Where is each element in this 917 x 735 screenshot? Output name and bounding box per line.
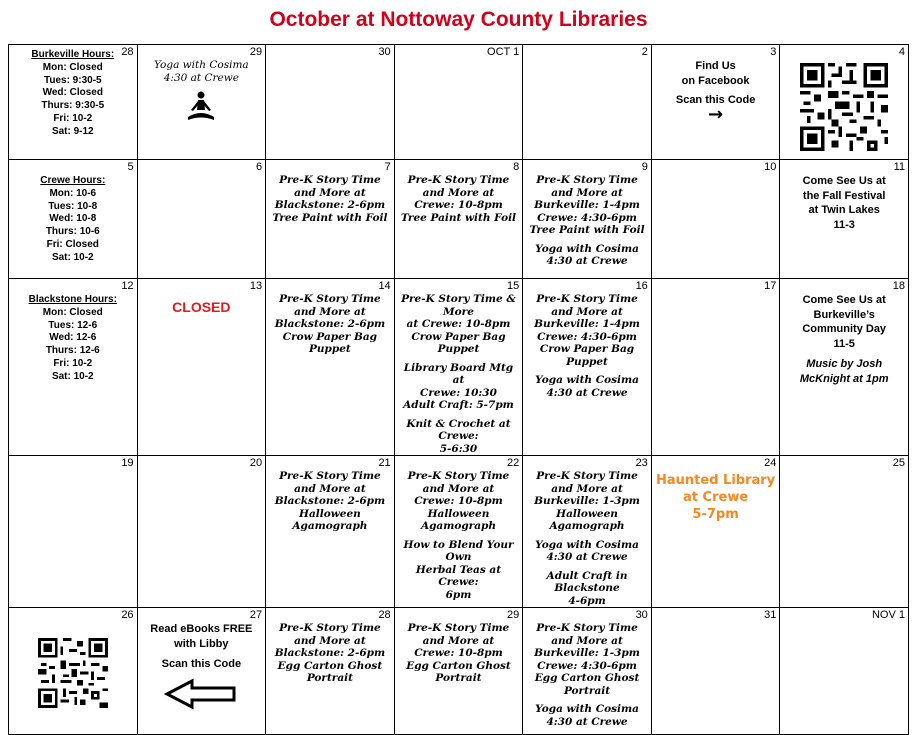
day-number: 31 — [764, 609, 777, 621]
day-cell — [137, 456, 266, 608]
day-cell — [394, 45, 523, 160]
event-line: Halloween Agamograph — [549, 507, 625, 532]
day-number: OCT 1 — [487, 46, 520, 58]
event-line: Crow Paper Bag Puppet — [282, 330, 378, 355]
event-line: Crewe: 4:30-6pm — [537, 330, 637, 343]
day-cell — [394, 456, 523, 608]
day-number: 19 — [121, 457, 134, 469]
event-line: Egg Carton Ghost Portrait — [277, 659, 383, 684]
day-number: 7 — [384, 161, 391, 173]
hours-line: Thurs: 10-6 — [45, 226, 100, 238]
day-number: 18 — [892, 280, 905, 292]
day-cell — [9, 456, 138, 608]
day-number: 4 — [898, 46, 905, 58]
day-cell — [780, 456, 909, 608]
event-line: Come See Us at — [802, 294, 886, 306]
day-number: 20 — [249, 457, 263, 469]
event-line: Knit & Crochet at Crewe: — [406, 417, 511, 442]
day-cell — [394, 160, 523, 279]
day-number: 25 — [892, 457, 905, 469]
day-cell — [137, 160, 266, 279]
day-cell — [9, 608, 138, 735]
day-cell — [523, 456, 652, 608]
day-number: 12 — [121, 280, 134, 292]
hours-line: Fri: 10-2 — [53, 357, 93, 369]
event-line: Yoga with Cosima — [154, 59, 249, 71]
day-number: 28 — [121, 46, 134, 58]
event-line: Crewe: 10-8pm — [414, 647, 503, 659]
hours-line: Wed: 12-6 — [49, 332, 97, 344]
event-line: Egg Carton Ghost Portrait — [534, 672, 640, 697]
event-line: Tree Paint with Foil — [400, 211, 517, 224]
event-line: and More at — [551, 634, 623, 647]
day-number: 26 — [121, 609, 134, 621]
event-line: Herbal Teas at Crewe: — [415, 563, 502, 588]
event-line: Pre-K Story Time — [536, 470, 638, 482]
page-title: October at Nottoway County Libraries — [269, 8, 648, 31]
event-line: Library Board Mtg at — [403, 361, 514, 386]
event-line: Yoga with Cosima — [535, 703, 639, 715]
event-line: Yoga with Cosima — [535, 538, 639, 551]
day-cell — [780, 45, 909, 160]
day-number: 17 — [764, 280, 777, 292]
day-cell — [266, 45, 395, 160]
day-number: 27 — [249, 609, 263, 621]
hours-line: Sat: 10-2 — [51, 370, 94, 382]
closed-label: CLOSED — [172, 299, 231, 315]
event-line: 4:30 at Crewe — [163, 71, 239, 84]
facebook-text: on Facebook — [681, 74, 750, 87]
hours-line: Wed: Closed — [42, 87, 103, 99]
event-line: Come See Us at — [802, 175, 886, 187]
day-number: 22 — [507, 457, 520, 469]
event-line: Pre-K Story Time — [279, 470, 381, 482]
event-line: Halloween Agamograph — [292, 507, 368, 532]
qr-code-icon[interactable] — [800, 63, 888, 151]
event-line: 5-6:30 — [439, 442, 478, 455]
event-line: Halloween Agamograph — [420, 507, 496, 532]
event-line: Blackstone: 2-6pm — [274, 199, 386, 211]
event-line: and More at — [294, 482, 366, 495]
day-cell — [651, 160, 780, 279]
event-line: Crewe: 10:30 — [420, 386, 497, 399]
day-number: 5 — [127, 161, 134, 173]
day-cell — [137, 279, 266, 456]
day-cell — [266, 279, 395, 456]
event-line: and More at — [551, 482, 623, 495]
libby-text: Read eBooks FREE — [150, 623, 253, 635]
day-number: 29 — [249, 46, 263, 58]
event-line: Pre-K Story Time — [536, 622, 638, 634]
day-cell — [266, 160, 395, 279]
event-line: McKnight at 1pm — [799, 372, 889, 385]
day-number: 14 — [378, 280, 391, 292]
event-line: Pre-K Story Time — [279, 293, 381, 305]
haunted-library-text: 5-7pm — [692, 507, 739, 522]
event-line: Burkeville’s — [813, 308, 875, 321]
hours-line: Fri: 10-2 — [53, 112, 93, 124]
event-line: and More at — [422, 186, 495, 199]
event-line: Blackstone: 2-6pm — [274, 495, 386, 507]
day-cell — [9, 160, 138, 279]
day-number: 8 — [513, 161, 520, 173]
event-line: Tree Paint with Foil — [272, 211, 388, 224]
day-cell — [394, 608, 523, 735]
event-line: and More at — [294, 186, 366, 199]
hours-line: Tues: 9:30-5 — [43, 74, 102, 86]
day-cell — [780, 160, 909, 279]
event-line: Pre-K Story Time & More — [401, 293, 516, 318]
event-line: and More at — [551, 305, 623, 318]
day-number: 10 — [764, 161, 777, 173]
event-line: 4:30 at Crewe — [546, 386, 628, 399]
day-cell — [266, 456, 395, 608]
day-number: 3 — [770, 46, 777, 58]
event-line: Crewe: 4:30-6pm — [537, 659, 637, 672]
day-cell — [523, 160, 652, 279]
day-cell — [9, 45, 138, 160]
day-number: 6 — [256, 161, 263, 173]
event-line: Burkeville: 1-3pm — [534, 647, 640, 659]
event-line: Yoga with Cosima — [535, 242, 639, 255]
event-line: Pre-K Story Time — [279, 622, 381, 634]
event-line: Community Day — [802, 323, 887, 335]
event-line: Adult Craft in Blackstone — [546, 569, 628, 594]
day-number: 2 — [641, 46, 648, 58]
qr-code-icon[interactable] — [38, 638, 108, 708]
scan-code-text: Scan this Code — [161, 658, 242, 670]
event-line: Blackstone: 2-6pm — [274, 318, 386, 330]
hours-line: Mon: Closed — [42, 61, 103, 73]
meditating-person-icon — [184, 90, 218, 124]
day-number: 11 — [893, 161, 905, 173]
hours-heading: Blackstone Hours: — [28, 294, 117, 305]
day-number: 23 — [635, 457, 648, 469]
calendar-grid — [8, 44, 909, 735]
hours-line: Tues: 10-8 — [48, 200, 98, 212]
event-line: 4:30 at Crewe — [546, 551, 628, 563]
left-arrow-outline-icon — [164, 678, 238, 710]
event-line: Pre-K Story Time — [536, 174, 638, 186]
day-number: 16 — [635, 280, 648, 292]
facebook-text: Find Us — [695, 60, 736, 72]
day-cell — [137, 45, 266, 160]
event-line: Crewe: 10-8pm — [414, 495, 503, 507]
hours-line: Thurs: 9:30-5 — [41, 100, 105, 112]
day-cell — [651, 456, 780, 608]
event-line: and More at — [294, 634, 366, 647]
hours-line: Fri: Closed — [46, 238, 99, 250]
event-line: Pre-K Story Time — [407, 622, 510, 634]
event-line: 6pm — [445, 588, 472, 601]
event-line: at Twin Lakes — [808, 204, 880, 216]
haunted-library-text: at Crewe — [683, 490, 749, 505]
hours-line: Wed: 10-8 — [49, 213, 97, 225]
event-line: Crow Paper Bag Puppet — [539, 343, 635, 368]
event-line: Pre-K Story Time — [279, 174, 381, 186]
day-number: 21 — [378, 457, 391, 469]
event-line: Crewe: 10-8pm — [414, 199, 503, 211]
hours-line: Mon: 10-6 — [49, 187, 97, 199]
day-cell — [9, 279, 138, 456]
hours-heading: Crewe Hours: — [40, 175, 106, 186]
event-line: Yoga with Cosima — [535, 374, 639, 386]
day-cell — [266, 608, 395, 735]
day-cell — [523, 279, 652, 456]
event-line: and More at — [422, 482, 495, 495]
scan-code-text: Scan this Code — [675, 94, 756, 106]
day-number: 9 — [641, 161, 648, 173]
event-line: Adult Craft: 5-7pm — [403, 399, 514, 411]
event-line: Music by Josh — [806, 358, 883, 370]
day-cell — [137, 608, 266, 735]
event-line: Burkeville: 1-3pm — [534, 495, 640, 507]
day-cell — [780, 608, 909, 735]
event-line: Tree Paint with Foil — [529, 224, 645, 236]
day-number: 28 — [378, 609, 391, 621]
day-number: 30 — [635, 609, 648, 621]
event-line: at Crewe: 10-8pm — [406, 318, 511, 330]
event-line: How to Blend Your Own — [403, 538, 514, 563]
event-line: 4-6pm — [568, 594, 606, 607]
hours-line: Sat: 10-2 — [51, 251, 94, 263]
event-line: Crow Paper Bag Puppet — [411, 330, 506, 355]
right-arrow-icon: → — [708, 103, 724, 125]
event-line: Blackstone: 2-6pm — [274, 647, 386, 659]
hours-heading: Burkeville Hours: — [31, 49, 115, 60]
day-cell — [523, 608, 652, 735]
event-line: 4:30 at Crewe — [546, 255, 628, 267]
day-number: 13 — [249, 280, 263, 292]
day-number: 29 — [507, 609, 520, 621]
hours-line: Thurs: 12-6 — [45, 345, 100, 357]
event-line: Burkeville: 1-4pm — [534, 318, 640, 330]
day-number: NOV 1 — [871, 609, 905, 621]
event-line: Egg Carton Ghost Portrait — [406, 659, 511, 684]
day-cell — [651, 279, 780, 456]
event-line: Pre-K Story Time — [407, 174, 510, 186]
event-line: the Fall Festival — [802, 189, 886, 202]
event-line: and More at — [551, 186, 623, 199]
day-cell — [394, 279, 523, 456]
event-line: Pre-K Story Time — [536, 293, 638, 305]
hours-line: Sat: 9-12 — [51, 125, 94, 137]
libby-text: with Libby — [174, 637, 229, 650]
day-number: 30 — [378, 46, 391, 58]
day-cell — [780, 279, 909, 456]
haunted-library-text: Haunted Library — [656, 473, 776, 488]
day-number: 24 — [764, 457, 777, 469]
hours-line: Tues: 12-6 — [48, 319, 98, 331]
day-cell — [651, 45, 780, 160]
event-line: 4:30 at Crewe — [546, 715, 628, 728]
event-line: 11-3 — [833, 218, 855, 231]
day-number: 15 — [507, 280, 520, 292]
event-line: Burkeville: 1-4pm — [534, 199, 640, 211]
event-line: 11-5 — [833, 337, 855, 350]
day-cell — [523, 45, 652, 160]
day-cell — [651, 608, 780, 735]
event-line: Pre-K Story Time — [407, 470, 510, 482]
hours-line: Mon: Closed — [42, 306, 103, 318]
event-line: and More at — [294, 305, 366, 318]
event-line: Crewe: 4:30-6pm — [537, 211, 637, 224]
event-line: and More at — [422, 634, 495, 647]
